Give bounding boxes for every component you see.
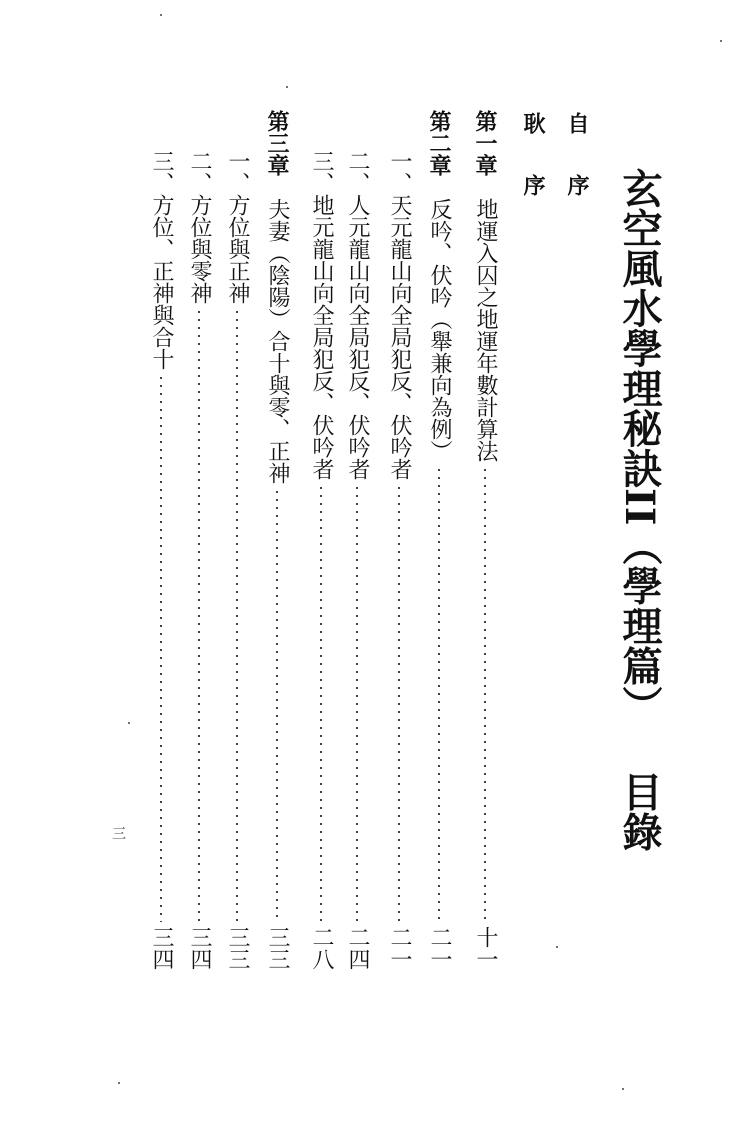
chapter-label: 第一章 [472, 110, 498, 176]
page-number: 二八 [309, 926, 334, 970]
entry-title: 反吟、伏吟（舉兼向為例） [427, 198, 452, 462]
page-number: 二四 [345, 926, 370, 970]
chapter-label: 第三章 [264, 110, 290, 176]
toc-entry-3-3[interactable] [146, 150, 176, 970]
toc-entry-3-2[interactable] [184, 150, 214, 970]
scan-speck [118, 1082, 120, 1084]
entry-title: 夫妻（陰陽）合十與零、正神 [265, 198, 290, 484]
toc-entry-2-1[interactable] [384, 150, 414, 970]
toc-entry-3-1[interactable] [222, 150, 252, 970]
scan-speck [160, 14, 162, 16]
page-number: 三四 [187, 926, 212, 970]
entry-title: 二、方位與零神 [187, 150, 212, 304]
page-number: 三三 [225, 926, 250, 970]
scan-speck [286, 86, 288, 88]
leader-dots [356, 484, 358, 922]
scan-speck [556, 946, 558, 948]
toc-entry-2-2[interactable] [342, 150, 372, 970]
entry-title: 三、方位、正神與合十 [149, 150, 174, 370]
page-number: 十一 [473, 926, 498, 970]
entry-title: 一、方位與正神 [225, 150, 250, 304]
entry-title: 二、人元龍山向全局犯反、伏吟者 [345, 150, 370, 480]
leader-dots [484, 466, 486, 922]
page-number: 三四 [149, 926, 174, 970]
leader-dots [276, 488, 278, 922]
book-title: 玄空風水學理秘訣II（學理篇） [616, 168, 663, 726]
leader-dots [438, 466, 440, 922]
toc-entry-chapter-2[interactable] [424, 110, 454, 970]
scan-speck [128, 722, 130, 724]
page-title [612, 168, 666, 851]
entry-title: 三、地元龍山向全局犯反、伏吟者 [309, 150, 334, 480]
entry-title: 一、天元龍山向全局犯反、伏吟者 [387, 150, 412, 480]
page-number: 二一 [387, 926, 412, 970]
toc-entry-chapter-3[interactable] [262, 110, 292, 970]
scan-speck [720, 40, 722, 42]
toc-heading: 目錄 [616, 771, 663, 852]
leader-dots [398, 484, 400, 922]
toc-preface-self[interactable]: 自序 [564, 112, 590, 236]
page-folio: 三 [110, 826, 126, 840]
page-number: 三三 [265, 926, 290, 970]
leader-dots [198, 308, 200, 922]
leader-dots [320, 484, 322, 922]
leader-dots [160, 374, 162, 922]
leader-dots [236, 308, 238, 922]
toc-preface-geng[interactable]: 耿序 [520, 112, 546, 236]
scan-speck [622, 1088, 624, 1090]
chapter-label: 第二章 [426, 110, 452, 176]
entry-title: 地運入囚之地運年數計算法 [473, 198, 498, 462]
toc-entry-2-3[interactable] [306, 150, 336, 970]
toc-entry-chapter-1[interactable] [470, 110, 500, 970]
page-number: 二一 [427, 926, 452, 970]
